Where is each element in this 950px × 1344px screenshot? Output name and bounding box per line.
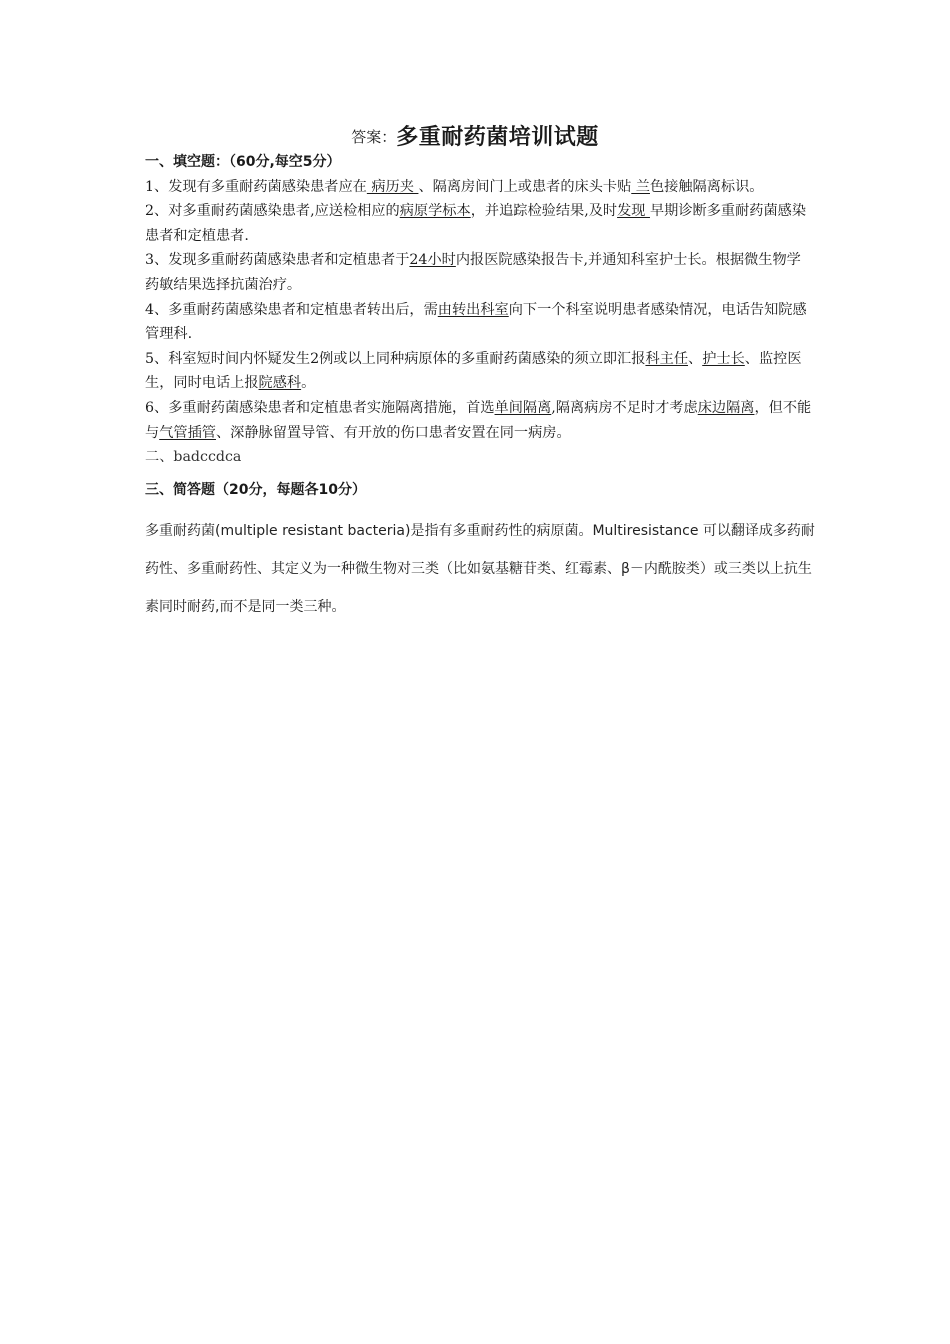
question-text: 向下一个科室说明患者感染情况，电话告知院感管理科.: [145, 301, 807, 343]
question-text: ，并追踪检验结果,及时: [470, 203, 618, 220]
answer-blank: 气管插管: [159, 424, 216, 441]
title-main: 多重耐药菌培训试题: [396, 125, 599, 150]
question-5: [145, 347, 815, 396]
document-body: [145, 150, 815, 626]
answer-blank: 24小时: [409, 252, 456, 269]
question-6: [145, 396, 815, 445]
answer-blank: 院感科: [258, 375, 302, 392]
multiple-choice-answers: 二、badccdca: [145, 449, 242, 466]
question-text: 2、对多重耐药菌感染患者,应送检相应的: [145, 203, 400, 220]
question-text: 3、发现多重耐药菌感染患者和定植患者于: [145, 252, 410, 269]
answer-blank: 单间隔离: [494, 399, 552, 416]
question-text: 内报医院感染报告卡,并通知科室护士长。根据微生物学药敏结果选择抗菌治疗。: [145, 252, 801, 293]
question-3: [145, 248, 815, 297]
answer-blank: 病原学标本: [399, 203, 471, 220]
question-text: ，但不能与: [145, 399, 812, 441]
answer-blank: 由转出科室: [437, 301, 509, 318]
question-text: 色接触隔离标识。: [649, 178, 764, 195]
question-text: 、深静脉留置导管、有开放的伤口患者安置在同一病房。: [215, 424, 571, 441]
question-text: 6、多重耐药菌感染患者和定植患者实施隔离措施，首选: [145, 399, 495, 416]
short-answer-text: 多重耐药菌(multiple resistant bacteria)是指有多重耐药性的病原菌。Multiresistance 可以翻译成多药耐药性、多重耐药性、其定义为一种微生物对三类（比如氨基糖苷类、红霉素、β－内酰胺类）或三类以上抗生素同时耐药,而不是同一类三种。: [145, 523, 815, 616]
answer-blank: 兰: [631, 178, 650, 195]
answer-blank: 科主任: [645, 350, 689, 367]
page-title: [0, 120, 950, 151]
answer-blank: 发现: [617, 203, 650, 220]
question-text: 、隔离房间门上或患者的床头卡贴: [418, 178, 632, 195]
question-text: 5、科室短时间内怀疑发生2例或以上同种病原体的多重耐药菌感染的须立即汇报: [145, 350, 646, 367]
question-text: 1、发现有多重耐药菌感染患者应在: [145, 178, 367, 195]
question-text: 早期诊断多重耐药菌感染患者和定植患者.: [145, 203, 807, 244]
question-1: [145, 175, 815, 200]
question-text: 4、多重耐药菌感染患者和定植患者转出后，需: [145, 301, 438, 318]
title-prefix: 答案：: [351, 128, 397, 146]
question-text: 、: [688, 350, 703, 367]
answer-blank: 病历夹: [366, 178, 419, 195]
question-text: ,隔离病房不足时才考虑: [551, 399, 698, 416]
answer-blank: 护士长: [702, 350, 745, 367]
question-2: [145, 199, 815, 248]
question-text: 、监控医生，同时电话上报: [145, 350, 802, 392]
question-4: [145, 298, 815, 347]
section-heading-fill-in: 一、填空题：（60分,每空5分）: [145, 154, 341, 170]
question-text: 。: [301, 375, 316, 392]
section-heading-short-answer: 三、简答题（20分，每题各10分）: [145, 481, 366, 498]
answer-blank: 床边隔离: [697, 399, 755, 416]
